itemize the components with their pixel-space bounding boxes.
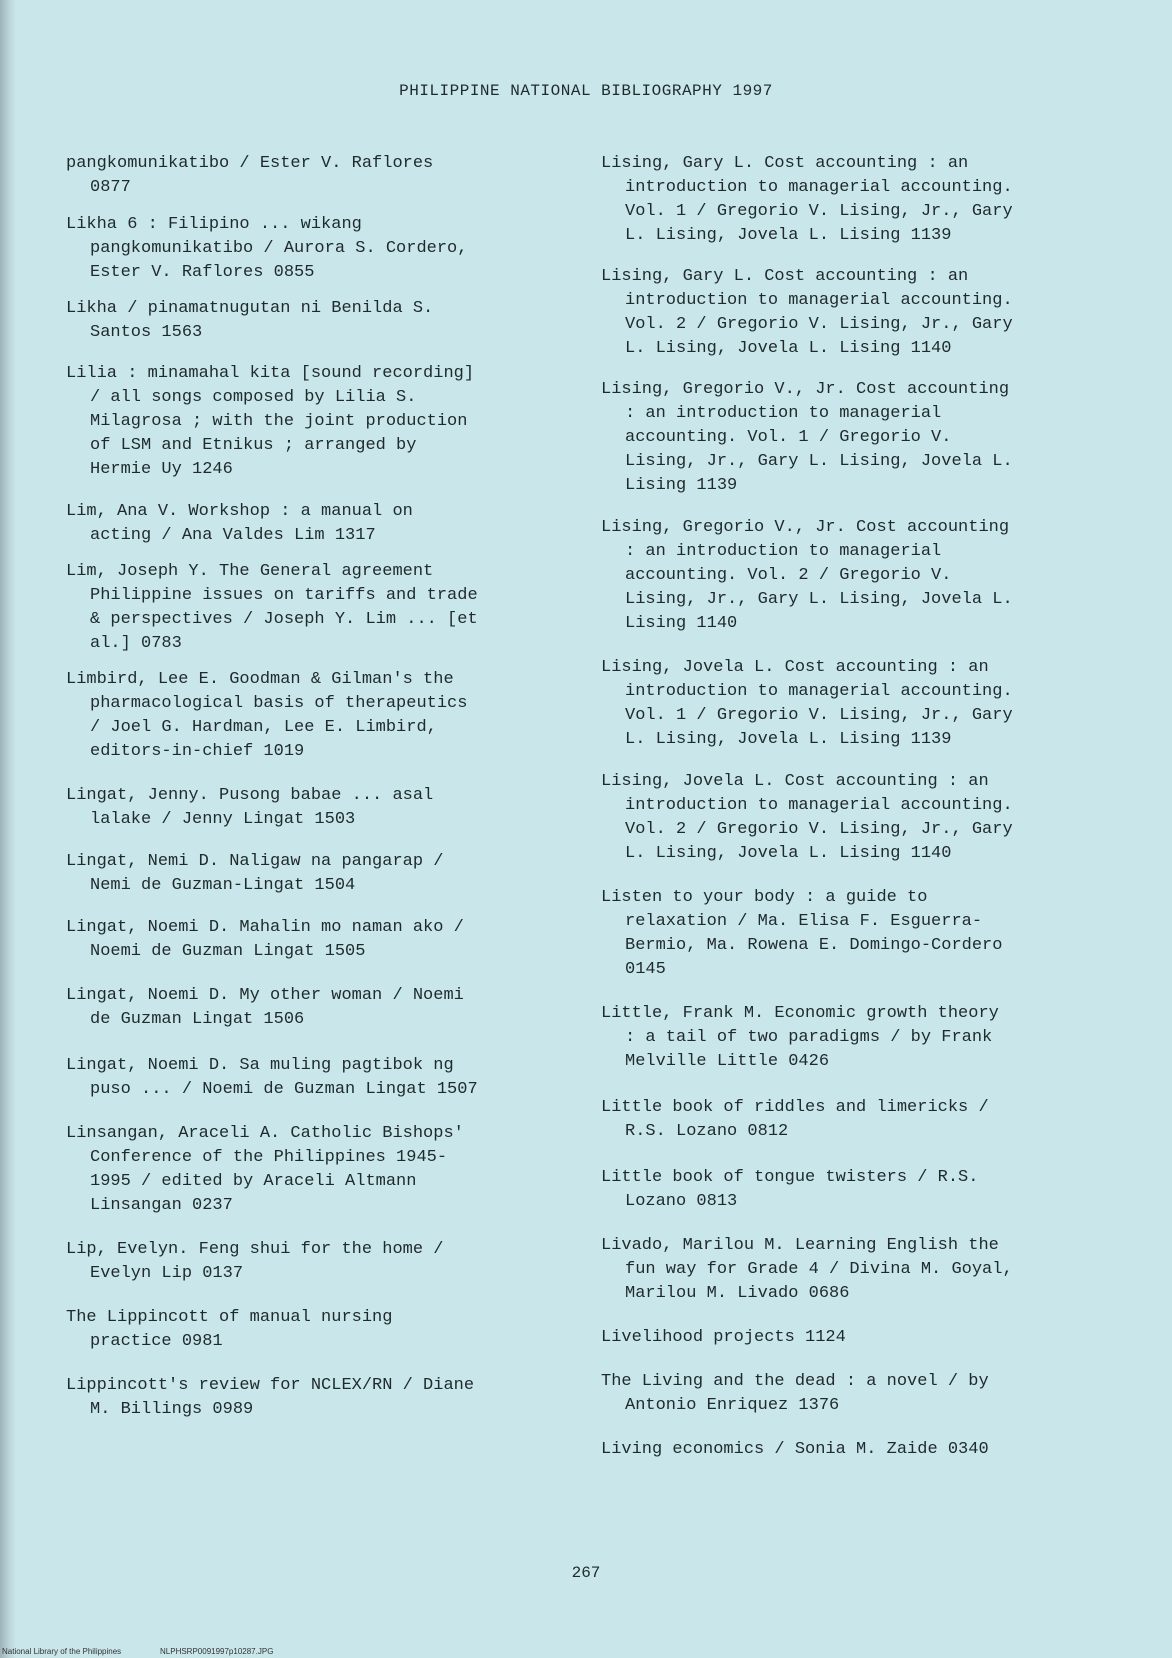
- bibliography-entry: Lim, Ana V. Workshop : a manual on acting / Ana Valdes Lim 1317: [66, 502, 413, 545]
- bibliography-entry: Lingat, Noemi D. Mahalin mo naman ako / Noemi de Guzman Lingat 1505: [66, 918, 464, 961]
- bibliography-entry: Listen to your body : a guide to relaxation / Ma. Elisa F. Esguerra- Bermio, Ma. Rowena E. Domingo-Cordero 0145: [601, 888, 1003, 979]
- bibliography-entry: The Living and the dead : a novel / by Antonio Enriquez 1376: [601, 1372, 989, 1415]
- right-column: [601, 152, 1101, 1462]
- bibliography-entry: Lingat, Nemi D. Naligaw na pangarap / Nemi de Guzman-Lingat 1504: [66, 852, 444, 895]
- bibliography-entry: Lippincott's review for NCLEX/RN / Diane M. Billings 0989: [66, 1376, 475, 1419]
- left-column: [66, 152, 566, 1422]
- page-number: 267: [571, 1564, 601, 1582]
- bibliography-entry: Lingat, Noemi D. My other woman / Noemi de Guzman Lingat 1506: [66, 986, 464, 1029]
- bibliography-entry: Little book of riddles and limericks / R.S. Lozano 0812: [601, 1098, 989, 1141]
- bibliography-entry: pangkomunikatibo / Ester V. Raflores 0877: [66, 154, 434, 197]
- bibliography-entry: Lising, Gregorio V., Jr. Cost accounting : an introduction to managerial accounting. Vol. 1 / Gregorio V. Lising, Jr., Gary L. Lising, Jovela L. Lising 1139: [601, 380, 1013, 495]
- book-spine-shadow: [0, 0, 16, 1658]
- bibliography-entry: Livado, Marilou M. Learning English the fun way for Grade 4 / Divina M. Goyal, Marilou M. Livado 0686: [601, 1236, 1013, 1303]
- bibliography-entry: Lip, Evelyn. Feng shui for the home / Evelyn Lip 0137: [66, 1240, 444, 1283]
- bibliography-entry: Linsangan, Araceli A. Catholic Bishops' Conference of the Philippines 1945- 1995 / edited by Araceli Altmann Linsangan 0237: [66, 1124, 464, 1215]
- bibliography-entry: Lilia : minamahal kita [sound recording] / all songs composed by Lilia S. Milagrosa ; with the joint production of LSM and Etnikus ; arranged by Hermie Uy 1246: [66, 364, 475, 479]
- bibliography-entry: The Lippincott of manual nursing practice 0981: [66, 1308, 393, 1351]
- bibliography-entry: Little, Frank M. Economic growth theory : a tail of two paradigms / by Frank Melville Little 0426: [601, 1004, 999, 1071]
- footer-source-label: National Library of the Philippines: [2, 1647, 122, 1656]
- bibliography-entry: Likha / pinamatnugutan ni Benilda S. Santos 1563: [66, 299, 434, 342]
- bibliography-entry: Likha 6 : Filipino ... wikang pangkomunikatibo / Aurora S. Cordero, Ester V. Raflores 0855: [66, 215, 468, 282]
- bibliography-entry: Lising, Gary L. Cost accounting : an introduction to managerial accounting. Vol. 2 / Gregorio V. Lising, Jr., Gary L. Lising, Jovela L. Lising 1140: [601, 267, 1013, 358]
- bibliography-entry: Lising, Jovela L. Cost accounting : an introduction to managerial accounting. Vol. 2 / Gregorio V. Lising, Jr., Gary L. Lising, Jovela L. Lising 1140: [601, 772, 1013, 863]
- bibliography-entry: Limbird, Lee E. Goodman & Gilman's the pharmacological basis of therapeutics / Joel G. Hardman, Lee E. Limbird, editors-in-chief 1019: [66, 670, 468, 761]
- page-title: PHILIPPINE NATIONAL BIBLIOGRAPHY 1997: [399, 82, 773, 100]
- bibliography-entry: Lising, Gregorio V., Jr. Cost accounting : an introduction to managerial accounting. Vol. 2 / Gregorio V. Lising, Jr., Gary L. Lising, Jovela L. Lising 1140: [601, 518, 1013, 633]
- bibliography-entry: Lising, Jovela L. Cost accounting : an introduction to managerial accounting. Vol. 1 / Gregorio V. Lising, Jr., Gary L. Lising, Jovela L. Lising 1139: [601, 658, 1013, 749]
- bibliography-entry: Livelihood projects 1124: [601, 1328, 846, 1347]
- bibliography-entry: Lingat, Jenny. Pusong babae ... asal lalake / Jenny Lingat 1503: [66, 786, 434, 829]
- bibliography-entry: Lingat, Noemi D. Sa muling pagtibok ng puso ... / Noemi de Guzman Lingat 1507: [66, 1056, 478, 1099]
- footer-file-name: NLPHSRP0091997p10287.JPG: [160, 1647, 274, 1656]
- bibliography-entry: Lising, Gary L. Cost accounting : an introduction to managerial accounting. Vol. 1 / Gregorio V. Lising, Jr., Gary L. Lising, Jovela L. Lising 1139: [601, 154, 1013, 245]
- bibliography-entry: Little book of tongue twisters / R.S. Lozano 0813: [601, 1168, 979, 1211]
- bibliography-entry: Living economics / Sonia M. Zaide 0340: [601, 1440, 989, 1459]
- bibliography-entry: Lim, Joseph Y. The General agreement Philippine issues on tariffs and trade & perspectives / Joseph Y. Lim ... [et al.] 0783: [66, 562, 478, 653]
